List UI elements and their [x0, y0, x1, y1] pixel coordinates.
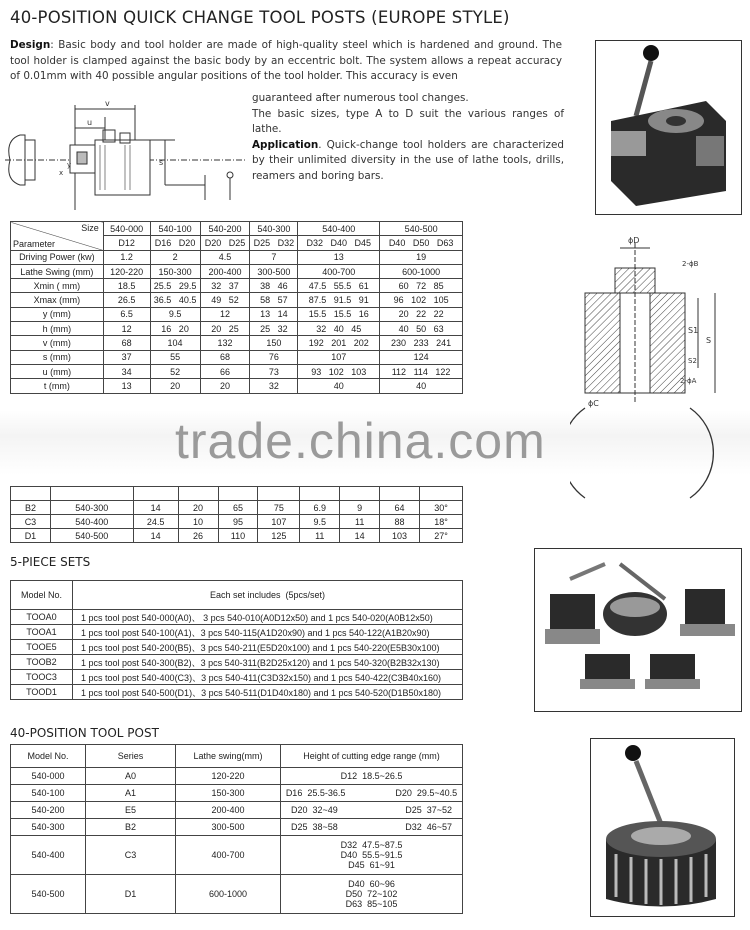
label-v: v — [105, 99, 110, 108]
obscured-cell — [380, 487, 420, 501]
table-row — [11, 670, 463, 685]
cell-value: 230 233 241 — [380, 336, 463, 350]
row-label: u (mm) — [11, 364, 104, 378]
table-row — [11, 322, 463, 336]
post-swing: 200-400 — [176, 802, 281, 819]
col-height-range: Height of cutting edge range (mm) — [281, 745, 463, 768]
cell-value: 2 — [150, 250, 200, 264]
cell-value: 6.5 — [103, 307, 150, 321]
cell-value: 6.9 — [300, 501, 340, 515]
cell-value: 192 201 202 — [298, 336, 380, 350]
cell-value: 55 — [150, 350, 200, 364]
obscured-cell — [50, 487, 133, 501]
set-description: 1 pcs tool post 540-200(B5)、3 pcs 540-211(E5D20x100) and 1 pcs 540-220(E5B30x100) — [73, 640, 463, 655]
continued-text-2: The basic sizes, type A to D suit the various ranges of lathe. — [252, 107, 564, 136]
cell-value: 4.5 — [200, 250, 250, 264]
cell-value: 32 — [250, 379, 298, 393]
table-row — [11, 685, 463, 700]
cell-value: B2 — [11, 501, 51, 515]
row-label: h (mm) — [11, 322, 104, 336]
set-description: 1 pcs tool post 540-000(A0)、 3 pcs 540-010(A0D12x50) and 1 pcs 540-020(A0B12x50) — [73, 610, 463, 625]
table-row — [11, 640, 463, 655]
cell-value: 18° — [420, 515, 463, 529]
table-row — [11, 336, 463, 350]
table-row — [11, 655, 463, 670]
col-lathe-swing: Lathe swing(mm) — [176, 745, 281, 768]
sets-header-row — [11, 581, 463, 610]
tool-post-photo — [595, 40, 742, 215]
paragraph-continued — [252, 91, 564, 185]
cell-value: 15.5 15.5 16 — [298, 307, 380, 321]
set-description: 1 pcs tool post 540-400(C3)、3 pcs 540-411(C3D32x150) and 1 pcs 540-422(C3B40x160) — [73, 670, 463, 685]
cell-value: 20 — [178, 501, 218, 515]
obscured-cell — [340, 487, 380, 501]
spec-table — [10, 221, 463, 394]
table-row — [11, 875, 463, 914]
size-header: 540-200 — [200, 222, 250, 236]
cell-value: 132 — [200, 336, 250, 350]
cell-value: 40 — [380, 379, 463, 393]
col-model-no: Model No. — [11, 745, 86, 768]
post-series: D1 — [86, 875, 176, 914]
label-u: u — [87, 118, 93, 127]
cell-value: 88 — [380, 515, 420, 529]
cell-value: 25.5 29.5 — [150, 279, 200, 293]
cell-value: 95 — [218, 515, 258, 529]
cross-section-drawing — [570, 228, 720, 508]
cell-value: 96 102 105 — [380, 293, 463, 307]
table-row — [11, 819, 463, 836]
table-row — [11, 501, 463, 515]
post-swing: 600-1000 — [176, 875, 281, 914]
cell-value: 7 — [250, 250, 298, 264]
post-height: D25 38~58 D32 46~57 — [281, 819, 463, 836]
application-text: . Quick-change tool holders are characterized by their unlimited diversity in the use of lathe tools, drills, reamers and boring bars. — [252, 138, 564, 182]
table-row — [11, 250, 463, 264]
cell-value: 12 — [200, 307, 250, 321]
d-value: D20 D25 — [200, 236, 250, 250]
post-series: B2 — [86, 819, 176, 836]
d-value: D12 — [103, 236, 150, 250]
cell-value: 20 — [200, 379, 250, 393]
tool-post-40-image — [591, 739, 733, 915]
table-row — [11, 836, 463, 875]
cell-value: 87.5 91.5 91 — [298, 293, 380, 307]
row-label: y (mm) — [11, 307, 104, 321]
cell-value: 16 20 — [150, 322, 200, 336]
set-model: TOOA0 — [11, 610, 73, 625]
cell-value: 76 — [250, 350, 298, 364]
set-model: TOOC3 — [11, 670, 73, 685]
tool-post-40-photo — [590, 738, 735, 917]
post-header-row — [11, 745, 463, 768]
cell-value: 40 — [298, 379, 380, 393]
cell-value: 93 102 103 — [298, 364, 380, 378]
cell-value: 66 — [200, 364, 250, 378]
cell-value: 20 25 — [200, 322, 250, 336]
cell-value: 49 52 — [200, 293, 250, 307]
obscured-row — [11, 487, 463, 501]
obscured-cell — [258, 487, 300, 501]
cell-value: 112 114 122 — [380, 364, 463, 378]
design-label: Design — [10, 39, 51, 51]
table-row — [11, 625, 463, 640]
cell-value: 20 — [150, 379, 200, 393]
size-header: 540-000 — [103, 222, 150, 236]
row-label: s (mm) — [11, 350, 104, 364]
set-model: TOOB2 — [11, 655, 73, 670]
label-2phi-a: 2-ϕA — [680, 377, 697, 385]
set-description: 1 pcs tool post 540-300(B2)、3 pcs 540-311(B2D25x120) and 1 pcs 540-320(B2B32x130) — [73, 655, 463, 670]
cell-value: 1.2 — [103, 250, 150, 264]
obscured-cell — [218, 487, 258, 501]
cell-value: 47.5 55.5 61 — [298, 279, 380, 293]
table-header-row — [11, 222, 463, 236]
post-height: D40 60~96 D50 72~102 D63 85~105 — [281, 875, 463, 914]
cell-value: 14 — [133, 529, 178, 543]
cell-value: 13 — [298, 250, 380, 264]
cell-value: 24.5 — [133, 515, 178, 529]
cell-value: 38 46 — [250, 279, 298, 293]
cell-value: 14 — [133, 501, 178, 515]
post-swing: 120-220 — [176, 768, 281, 785]
cell-value: 30° — [420, 501, 463, 515]
cell-value: D1 — [11, 529, 51, 543]
tool-post-heading: 40-POSITION TOOL POST — [10, 726, 159, 740]
post-series: A0 — [86, 768, 176, 785]
d-value: D32 D40 D45 — [298, 236, 380, 250]
label-phi-c: ϕC — [588, 399, 599, 408]
cell-value: 110 — [218, 529, 258, 543]
cell-value: 11 — [300, 529, 340, 543]
page-title: 40-POSITION QUICK CHANGE TOOL POSTS (EUROPE STYLE) — [10, 8, 510, 27]
continued-text-1: guaranteed after numerous tool changes. — [252, 92, 469, 104]
cell-value: 124 — [380, 350, 463, 364]
row-label: Xmin ( mm) — [11, 279, 104, 293]
post-swing: 400-700 — [176, 836, 281, 875]
cell-value: 200-400 — [200, 264, 250, 278]
d-value: D25 D32 — [250, 236, 298, 250]
label-s1: S1 — [688, 326, 699, 335]
obscured-cell — [133, 487, 178, 501]
cell-value: 65 — [218, 501, 258, 515]
size-header: 540-400 — [298, 222, 380, 236]
cell-value: 13 — [103, 379, 150, 393]
label-s: s — [159, 158, 164, 167]
post-height: D32 47.5~87.5 D40 55.5~91.5 D45 61~91 — [281, 836, 463, 875]
cell-value: 75 — [258, 501, 300, 515]
post-model: 540-500 — [11, 875, 86, 914]
d-value: D40 D50 D63 — [380, 236, 463, 250]
cell-value: 10 — [178, 515, 218, 529]
post-series: E5 — [86, 802, 176, 819]
cell-value: 107 — [298, 350, 380, 364]
label-2phi-b: 2-ϕB — [682, 260, 699, 268]
cell-value: 400-700 — [298, 264, 380, 278]
label-phi-d: ϕD — [628, 236, 640, 245]
label-x: x — [59, 169, 64, 177]
cell-value: 40 50 63 — [380, 322, 463, 336]
cell-value: 34 — [103, 364, 150, 378]
cell-value: 540-500 — [50, 529, 133, 543]
table-row — [11, 768, 463, 785]
post-height: D12 18.5~26.5 — [281, 768, 463, 785]
cell-value: C3 — [11, 515, 51, 529]
cell-value: 27° — [420, 529, 463, 543]
table-row — [11, 307, 463, 321]
post-model: 540-400 — [11, 836, 86, 875]
design-text: : Basic body and tool holder are made of high-quality steel which is hardened and ground. The tool holder is clamped against the basic body by an eccentric bolt. The system allows a repeat accuracy of 0.01mm with 40 possible angular positions of the tool holder. This accuracy is even — [10, 39, 562, 83]
post-model: 540-200 — [11, 802, 86, 819]
post-height: D20 32~49 D25 37~52 — [281, 802, 463, 819]
label-s-right: S — [706, 336, 712, 345]
cell-value: 9 — [340, 501, 380, 515]
set-model: TOOD1 — [11, 685, 73, 700]
cell-value: 103 — [380, 529, 420, 543]
cell-value: 104 — [150, 336, 200, 350]
set-description: 1 pcs tool post 540-500(D1)、3 pcs 540-511(D1D40x180) and 1 pcs 540-520(D1B50x180) — [73, 685, 463, 700]
application-paragraph — [252, 138, 564, 185]
cell-value: 9.5 — [300, 515, 340, 529]
row-label: Driving Power (kw) — [11, 250, 104, 264]
row-label: Xmax (mm) — [11, 293, 104, 307]
cell-value: 300-500 — [250, 264, 298, 278]
table-row — [11, 379, 463, 393]
col-includes: Each set includes (5pcs/set) — [73, 581, 463, 610]
cell-value: 14 — [340, 529, 380, 543]
cell-value: 107 — [258, 515, 300, 529]
cell-value: 26.5 — [103, 293, 150, 307]
sets-table — [10, 580, 463, 700]
cell-value: 120-220 — [103, 264, 150, 278]
col-series: Series — [86, 745, 176, 768]
tool-post-side-drawing — [5, 95, 245, 210]
obscured-cell — [420, 487, 463, 501]
d-value: D16 D20 — [150, 236, 200, 250]
cell-value: 26 — [178, 529, 218, 543]
parameter-label: Parameter — [13, 238, 56, 249]
cell-value: 36.5 40.5 — [150, 293, 200, 307]
cell-value: 68 — [200, 350, 250, 364]
obscured-cell — [178, 487, 218, 501]
tool-post-table — [10, 744, 463, 914]
label-s2: S2 — [688, 357, 697, 365]
table-row — [11, 264, 463, 278]
cell-value: 37 — [103, 350, 150, 364]
post-series: A1 — [86, 785, 176, 802]
cell-value: 600-1000 — [380, 264, 463, 278]
cell-value: 32 37 — [200, 279, 250, 293]
post-swing: 150-300 — [176, 785, 281, 802]
size-header: 540-100 — [150, 222, 200, 236]
cell-value: 18.5 — [103, 279, 150, 293]
obscured-cell — [300, 487, 340, 501]
table-row — [11, 529, 463, 543]
row-label: Lathe Swing (mm) — [11, 264, 104, 278]
size-header: 540-300 — [250, 222, 298, 236]
table-row — [11, 610, 463, 625]
dimension-table-partial — [10, 486, 463, 543]
cell-value: 540-400 — [50, 515, 133, 529]
table-row — [11, 279, 463, 293]
table-row — [11, 350, 463, 364]
post-model: 540-300 — [11, 819, 86, 836]
cell-value: 68 — [103, 336, 150, 350]
post-height: D16 25.5-36.5 D20 29.5~40.5 — [281, 785, 463, 802]
set-model: TOOE5 — [11, 640, 73, 655]
five-piece-set-photo — [534, 548, 742, 712]
cell-value: 11 — [340, 515, 380, 529]
application-label: Application — [252, 138, 319, 151]
design-paragraph — [10, 38, 562, 85]
table-row — [11, 364, 463, 378]
cell-value: 58 57 — [250, 293, 298, 307]
cell-value: 19 — [380, 250, 463, 264]
cell-value: 9.5 — [150, 307, 200, 321]
sets-heading: 5-PIECE SETS — [10, 555, 91, 569]
row-label: v (mm) — [11, 336, 104, 350]
obscured-cell — [11, 487, 51, 501]
cell-value: 150-300 — [150, 264, 200, 278]
set-description: 1 pcs tool post 540-100(A1)、3 pcs 540-115(A1D20x90) and 1 pcs 540-122(A1B20x90) — [73, 625, 463, 640]
table-row — [11, 515, 463, 529]
cell-value: 73 — [250, 364, 298, 378]
size-header: 540-500 — [380, 222, 463, 236]
table-row — [11, 785, 463, 802]
post-model: 540-000 — [11, 768, 86, 785]
cell-value: 32 40 45 — [298, 322, 380, 336]
post-series: C3 — [86, 836, 176, 875]
cell-value: 13 14 — [250, 307, 298, 321]
post-model: 540-100 — [11, 785, 86, 802]
row-label: t (mm) — [11, 379, 104, 393]
cell-value: 150 — [250, 336, 298, 350]
cell-value: 20 22 22 — [380, 307, 463, 321]
cell-value: 540-300 — [50, 501, 133, 515]
cell-value: 12 — [103, 322, 150, 336]
label-y: y — [67, 161, 72, 169]
watermark-text: trade.china.com — [175, 413, 546, 469]
tool-post-image — [596, 41, 740, 213]
cell-value: 64 — [380, 501, 420, 515]
cell-value: 52 — [150, 364, 200, 378]
table-row — [11, 802, 463, 819]
col-model: Model No. — [11, 581, 73, 610]
header-diagonal-cell — [11, 222, 104, 251]
cell-value: 25 32 — [250, 322, 298, 336]
cell-value: 125 — [258, 529, 300, 543]
cell-value: 60 72 85 — [380, 279, 463, 293]
size-label: Size — [81, 223, 99, 233]
post-swing: 300-500 — [176, 819, 281, 836]
table-row — [11, 293, 463, 307]
set-model: TOOA1 — [11, 625, 73, 640]
set-image — [535, 549, 740, 709]
